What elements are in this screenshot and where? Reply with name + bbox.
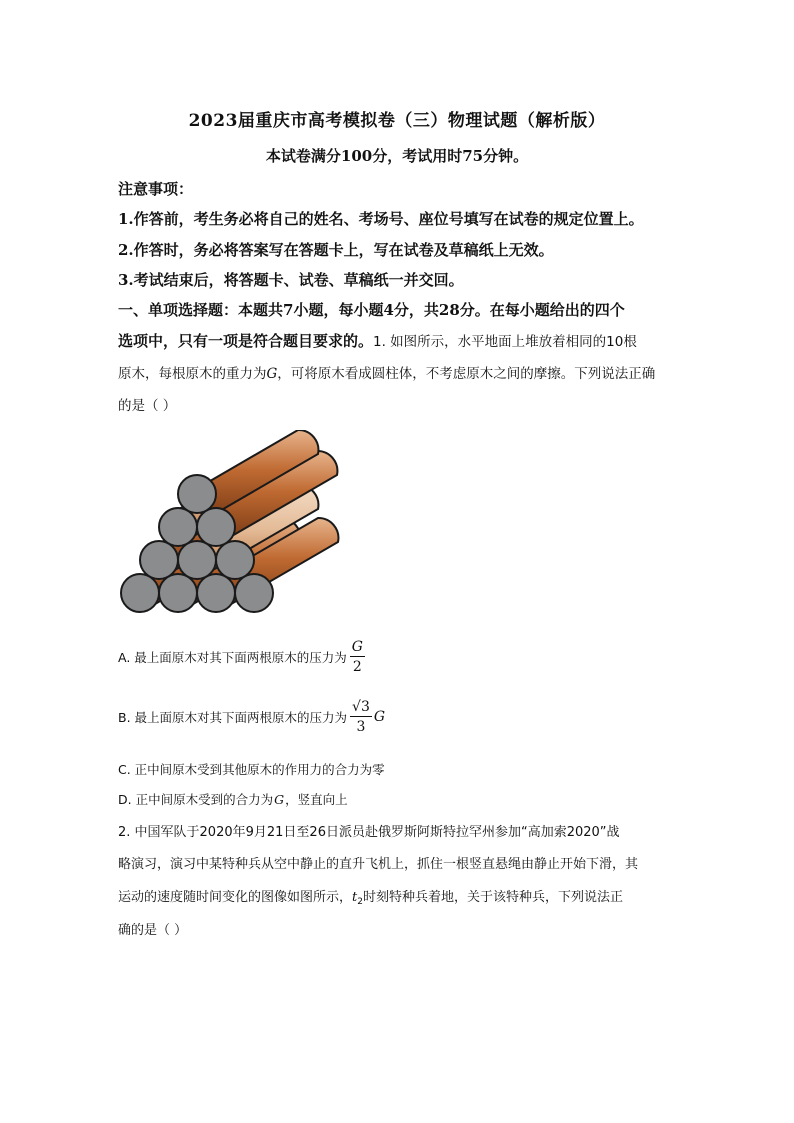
option-b-text: B. 最上面原木对其下面两根原木的压力为 xyxy=(118,710,348,725)
stacked-logs-figure xyxy=(120,430,350,615)
time-symbol: t xyxy=(352,890,358,905)
section-heading-tail: 选项中，只有一项是符合题目要求的。 xyxy=(118,332,374,350)
weight-symbol: G xyxy=(266,366,278,382)
fraction-numerator: G xyxy=(351,639,363,655)
option-a xyxy=(118,640,365,674)
page-title: 2023届重庆市高考模拟卷（三）物理试题（解析版） xyxy=(188,111,606,131)
question-2-line1: 2. 中国军队于2020年9月21日至26日派员赴俄罗斯阿斯特拉罕州参加“高加索2020”战 xyxy=(118,825,620,840)
fraction-denominator: 3 xyxy=(356,719,366,735)
question-1-start: 1. 如图所示，水平地面上堆放着相同的10根 xyxy=(373,334,637,350)
fraction-sqrt3-over-3 xyxy=(350,700,372,734)
question-2-text-cont: 时刻特种兵着地，关于该特种兵，下列说法正 xyxy=(362,890,623,905)
option-d-text: D. 正中间原木受到的合力为 xyxy=(118,792,274,807)
fraction-numerator: √3 xyxy=(352,699,370,715)
option-c: C. 正中间原木受到其他原木的作用力的合力为零 xyxy=(118,762,385,777)
note-item-3: 3.考试结束后，将答题卡、试卷、草稿纸一并交回。 xyxy=(118,271,464,289)
option-d xyxy=(118,790,348,808)
question-2-text: 运动的速度随时间变化的图像如图所示， xyxy=(118,890,353,905)
fraction-denominator: 2 xyxy=(352,659,362,675)
section-heading-line2 xyxy=(118,330,637,351)
option-b xyxy=(118,700,385,734)
notes-heading: 注意事项： xyxy=(118,180,194,198)
question-2-line2: 略演习，演习中某特种兵从空中静止的直升飞机上，抓住一根竖直悬绳由静止开始下滑，其 xyxy=(118,857,639,872)
exam-subtitle: 本试卷满分100分，考试用时75分钟。 xyxy=(265,147,529,165)
section-heading: 一、单项选择题：本题共7小题，每小题4分，共28分。在每小题给出的四个 xyxy=(118,301,625,319)
note-item-1: 1.作答前，考生务必将自己的姓名、考场号、座位号填写在试卷的规定位置上。 xyxy=(118,210,644,228)
question-1-line2 xyxy=(118,362,655,382)
question-1-line3: 的是（ ） xyxy=(118,398,177,414)
option-a-text: A. 最上面原木对其下面两根原木的压力为 xyxy=(118,650,347,665)
question-1-text-cont: ，可将原木看成圆柱体，不考虑原木之间的摩擦。下列说法正确 xyxy=(277,366,656,382)
weight-symbol: G xyxy=(373,709,386,725)
note-item-2: 2.作答时，务必将答案写在答题卡上，写在试卷及草稿纸上无效。 xyxy=(118,241,554,259)
option-d-text-cont: ，竖直向上 xyxy=(285,792,348,807)
question-1-text: 原木，每根原木的重力为 xyxy=(118,366,267,382)
question-2-line3 xyxy=(118,886,623,907)
time-subscript: 2 xyxy=(357,897,363,907)
fraction-g-over-2 xyxy=(350,640,365,674)
question-2-line4: 确的是（ ） xyxy=(118,923,188,938)
weight-symbol: G xyxy=(274,791,285,807)
